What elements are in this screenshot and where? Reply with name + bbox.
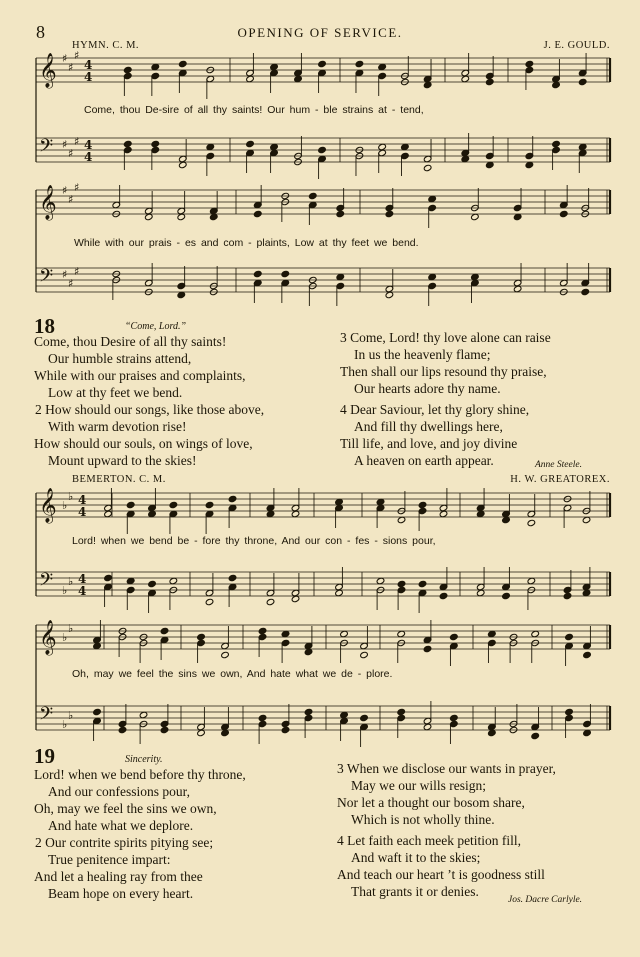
- note-head: [336, 210, 345, 217]
- note-head: [151, 63, 160, 70]
- note-head: [439, 510, 448, 517]
- key-signature-icon: ♯: [74, 265, 80, 278]
- note-head: [565, 708, 574, 715]
- note-head: [308, 192, 317, 199]
- note-head: [531, 732, 540, 739]
- verse-line: And hate what we deplore.: [48, 818, 194, 833]
- note-head: [335, 498, 344, 505]
- verse-line: 3 When we disclose our wants in prayer,: [337, 761, 556, 776]
- key-signature-icon: ♯: [68, 147, 74, 160]
- verse-line: Our humble strains attend,: [48, 351, 192, 366]
- note-head: [428, 273, 437, 280]
- note-head: [228, 574, 237, 581]
- note-head: [578, 143, 587, 150]
- verse-line: And waft it to the skies;: [351, 850, 481, 865]
- key-signature-icon: ♯: [74, 135, 80, 148]
- note-head: [144, 213, 153, 220]
- tune-name-top: HYMN. C. M.: [72, 40, 140, 51]
- bass-clef-icon: 𝄢: [39, 704, 54, 729]
- note-head: [418, 501, 427, 508]
- key-signature-icon: ♯: [68, 193, 74, 206]
- note-head: [360, 714, 369, 721]
- note-head: [270, 143, 279, 150]
- verse-line: Which is not wholly thine.: [351, 812, 495, 827]
- note-head: [206, 143, 215, 150]
- note-head: [104, 574, 113, 581]
- note-head: [93, 708, 102, 715]
- hymn-19-subtitle: Sincerity.: [125, 754, 163, 765]
- verse-line: Low at thy feet we bend.: [48, 385, 183, 400]
- note-head: [502, 516, 511, 523]
- note-head: [397, 630, 406, 637]
- note-head: [471, 213, 480, 220]
- key-signature-icon: ♭: [68, 490, 74, 503]
- verse-line: With warm devotion rise!: [48, 419, 187, 434]
- verse-line: 4 Dear Saviour, let thy glory shine,: [340, 402, 530, 417]
- verse-line: 3 Come, Lord! thy love alone can raise: [340, 330, 551, 345]
- note-head: [552, 81, 561, 88]
- time-signature-icon: 4: [84, 150, 93, 164]
- hymn-18-left-column: [34, 333, 264, 469]
- note-head: [360, 651, 369, 658]
- note-head: [253, 270, 262, 277]
- note-head: [423, 164, 432, 171]
- note-head: [513, 213, 522, 220]
- verse-line: While with our praises and complaints,: [34, 368, 246, 383]
- note-head: [209, 213, 218, 220]
- hymn-19-author: Jos. Dacre Carlyle.: [508, 895, 583, 905]
- note-head: [253, 210, 262, 217]
- note-head: [294, 75, 303, 82]
- note-head: [461, 75, 470, 82]
- note-head: [355, 60, 364, 67]
- time-signature-icon: 4: [78, 584, 87, 598]
- note-head: [450, 633, 459, 640]
- time-signature-icon: 4: [78, 505, 87, 519]
- note-head: [281, 270, 290, 277]
- note-head: [418, 580, 427, 587]
- verse-line: Nor let a thought our bosom share,: [337, 795, 525, 810]
- note-head: [139, 711, 148, 718]
- note-head: [376, 577, 385, 584]
- note-head: [221, 729, 230, 736]
- key-signature-icon: ♭: [62, 718, 68, 731]
- verse-line: True penitence impart:: [48, 852, 171, 867]
- note-head: [118, 726, 127, 733]
- key-signature-icon: ♯: [74, 49, 80, 62]
- hymn-number-18: 18: [34, 314, 55, 338]
- note-head: [104, 510, 113, 517]
- note-head: [378, 143, 387, 150]
- note-head: [461, 155, 470, 162]
- note-head: [270, 63, 279, 70]
- note-head: [178, 161, 187, 168]
- note-head: [304, 648, 313, 655]
- key-signature-icon: ♭: [62, 631, 68, 644]
- bass-clef-icon: 𝄢: [39, 266, 54, 291]
- key-signature-icon: ♯: [68, 277, 74, 290]
- key-signature-icon: ♯: [62, 184, 68, 197]
- note-head: [376, 498, 385, 505]
- tune-name-bottom: BEMERTON. C. M.: [72, 474, 166, 485]
- time-signature-icon: 4: [84, 58, 93, 72]
- verse-line: And fill thy dwellings here,: [354, 419, 503, 434]
- note-head: [485, 78, 494, 85]
- verse-line: And teach our heart ’t is goodness still: [337, 867, 545, 882]
- key-signature-icon: ♭: [68, 709, 74, 722]
- note-head: [513, 285, 522, 292]
- key-signature-icon: ♯: [62, 268, 68, 281]
- note-head: [583, 651, 592, 658]
- note-head: [266, 510, 275, 517]
- key-signature-icon: ♯: [62, 52, 68, 65]
- note-head: [258, 714, 267, 721]
- verse-line: How should our souls, on wings of love,: [34, 436, 253, 451]
- note-head: [488, 729, 497, 736]
- note-head: [531, 630, 540, 637]
- verse-line: 2 How should our songs, like those above,: [35, 402, 265, 417]
- note-head: [160, 726, 169, 733]
- note-head: [578, 78, 587, 85]
- key-signature-icon: ♯: [62, 138, 68, 151]
- verse-line: 2 Our contrite spirits pitying see;: [35, 835, 214, 850]
- note-head: [318, 60, 327, 67]
- treble-clef-icon: 𝄞: [39, 53, 57, 88]
- note-head: [502, 592, 511, 599]
- hymn-18-right-column: [340, 329, 551, 469]
- note-head: [169, 501, 178, 508]
- composer-top: J. E. GOULD.: [543, 40, 610, 51]
- note-head: [450, 714, 459, 721]
- note-head: [93, 642, 102, 649]
- bass-clef-icon: 𝄢: [39, 570, 54, 595]
- note-head: [335, 589, 344, 596]
- note-head: [197, 633, 206, 640]
- bass-clef-icon: 𝄢: [39, 136, 54, 161]
- key-signature-icon: ♭: [62, 584, 68, 597]
- lyrics-line-bottom-2: Oh, may we feel the sins we own, And hate what we de - plore.: [72, 668, 393, 680]
- lyrics-line-top-1: Come, thou De-sire of all thy saints! Our hum - ble strains at - tend,: [84, 104, 424, 116]
- treble-clef-icon: 𝄞: [39, 185, 57, 220]
- note-head: [151, 140, 160, 147]
- verse-line: Beam hope on every heart.: [48, 886, 194, 901]
- note-head: [340, 711, 349, 718]
- note-head: [318, 146, 327, 153]
- hymn-19-right-column: [337, 760, 556, 900]
- note-head: [423, 723, 432, 730]
- note-head: [148, 510, 157, 517]
- key-signature-icon: ♭: [68, 575, 74, 588]
- note-head: [397, 516, 406, 523]
- note-head: [527, 519, 536, 526]
- note-head: [177, 213, 186, 220]
- verse-line: A heaven on earth appear.: [354, 453, 494, 468]
- lyrics-line-bottom-1: Lord! when we bend be - fore thy throne, And our con - fes - sions pour,: [72, 535, 436, 547]
- note-head: [291, 595, 300, 602]
- verse-line: Then shall our lips resound thy praise,: [340, 364, 547, 379]
- note-head: [485, 161, 494, 168]
- verse-line: Our hearts adore thy name.: [354, 381, 501, 396]
- key-signature-icon: ♯: [74, 181, 80, 194]
- time-signature-icon: 4: [84, 138, 93, 152]
- verse-line: Till life, and love, and joy divine: [340, 436, 518, 451]
- note-head: [423, 645, 432, 652]
- note-head: [205, 501, 214, 508]
- note-head: [205, 598, 214, 605]
- note-head: [246, 75, 255, 82]
- note-head: [397, 708, 406, 715]
- note-head: [525, 161, 534, 168]
- verse-line: Come, thou Desire of all thy saints!: [34, 334, 227, 349]
- note-head: [583, 729, 592, 736]
- note-head: [177, 291, 186, 298]
- note-head: [488, 630, 497, 637]
- note-head: [581, 288, 590, 295]
- note-head: [169, 577, 178, 584]
- note-head: [123, 66, 132, 73]
- note-head: [582, 516, 591, 523]
- note-head: [291, 510, 300, 517]
- note-head: [178, 60, 187, 67]
- note-head: [258, 627, 267, 634]
- note-head: [525, 60, 534, 67]
- note-head: [123, 140, 132, 147]
- note-head: [439, 592, 448, 599]
- time-signature-icon: 4: [78, 572, 87, 586]
- note-head: [160, 627, 169, 634]
- hymn-18-author: Anne Steele.: [535, 460, 582, 470]
- note-head: [565, 633, 574, 640]
- hymn-number-19: 19: [34, 744, 55, 768]
- key-signature-icon: ♭: [68, 622, 74, 635]
- note-head: [527, 577, 536, 584]
- note-head: [423, 81, 432, 88]
- note-head: [385, 291, 394, 298]
- note-head: [197, 729, 206, 736]
- note-head: [471, 273, 480, 280]
- note-head: [552, 140, 561, 147]
- treble-clef-icon: 𝄞: [39, 488, 57, 523]
- note-head: [336, 273, 345, 280]
- verse-line: And our confessions pour,: [48, 784, 190, 799]
- note-head: [428, 195, 437, 202]
- note-head: [148, 580, 157, 587]
- note-head: [126, 577, 135, 584]
- note-head: [397, 580, 406, 587]
- verse-line: 4 Let faith each meek petition fill,: [337, 833, 522, 848]
- note-head: [221, 651, 230, 658]
- note-head: [378, 63, 387, 70]
- key-signature-icon: ♭: [62, 499, 68, 512]
- note-head: [476, 589, 485, 596]
- treble-clef-icon: 𝄞: [39, 620, 57, 655]
- note-head: [281, 726, 290, 733]
- note-head: [281, 630, 290, 637]
- verse-line: And let a healing ray from thee: [34, 869, 203, 884]
- verse-line: That grants it or denies.: [351, 884, 479, 899]
- note-head: [126, 501, 135, 508]
- verse-line: May we our wills resign;: [351, 778, 486, 793]
- note-head: [401, 143, 410, 150]
- hymn-19-left-column: [34, 766, 246, 902]
- note-head: [246, 140, 255, 147]
- note-head: [266, 598, 275, 605]
- running-head: OPENING OF SERVICE.: [237, 25, 403, 40]
- note-head: [304, 708, 313, 715]
- page-number: 8: [36, 22, 45, 42]
- lyrics-line-top-2: While with our prais - es and com - plaints, Low at thy feet we bend.: [74, 237, 419, 249]
- note-head: [476, 510, 485, 517]
- note-head: [559, 210, 568, 217]
- note-head: [582, 589, 591, 596]
- composer-bottom: H. W. GREATOREX.: [510, 474, 610, 485]
- key-signature-icon: ♯: [68, 61, 74, 74]
- verse-line: Lord! when we bend before thy throne,: [34, 767, 246, 782]
- note-head: [563, 592, 572, 599]
- verse-line: In us the heavenly flame;: [354, 347, 491, 362]
- note-head: [228, 495, 237, 502]
- verse-line: Oh, may we feel the sins we own,: [34, 801, 217, 816]
- note-head: [340, 630, 349, 637]
- verse-line: Mount upward to the skies!: [48, 453, 197, 468]
- note-head: [385, 210, 394, 217]
- time-signature-icon: 4: [84, 70, 93, 84]
- hymn-18-subtitle: “Come, Lord.”: [125, 321, 187, 332]
- time-signature-icon: 4: [78, 493, 87, 507]
